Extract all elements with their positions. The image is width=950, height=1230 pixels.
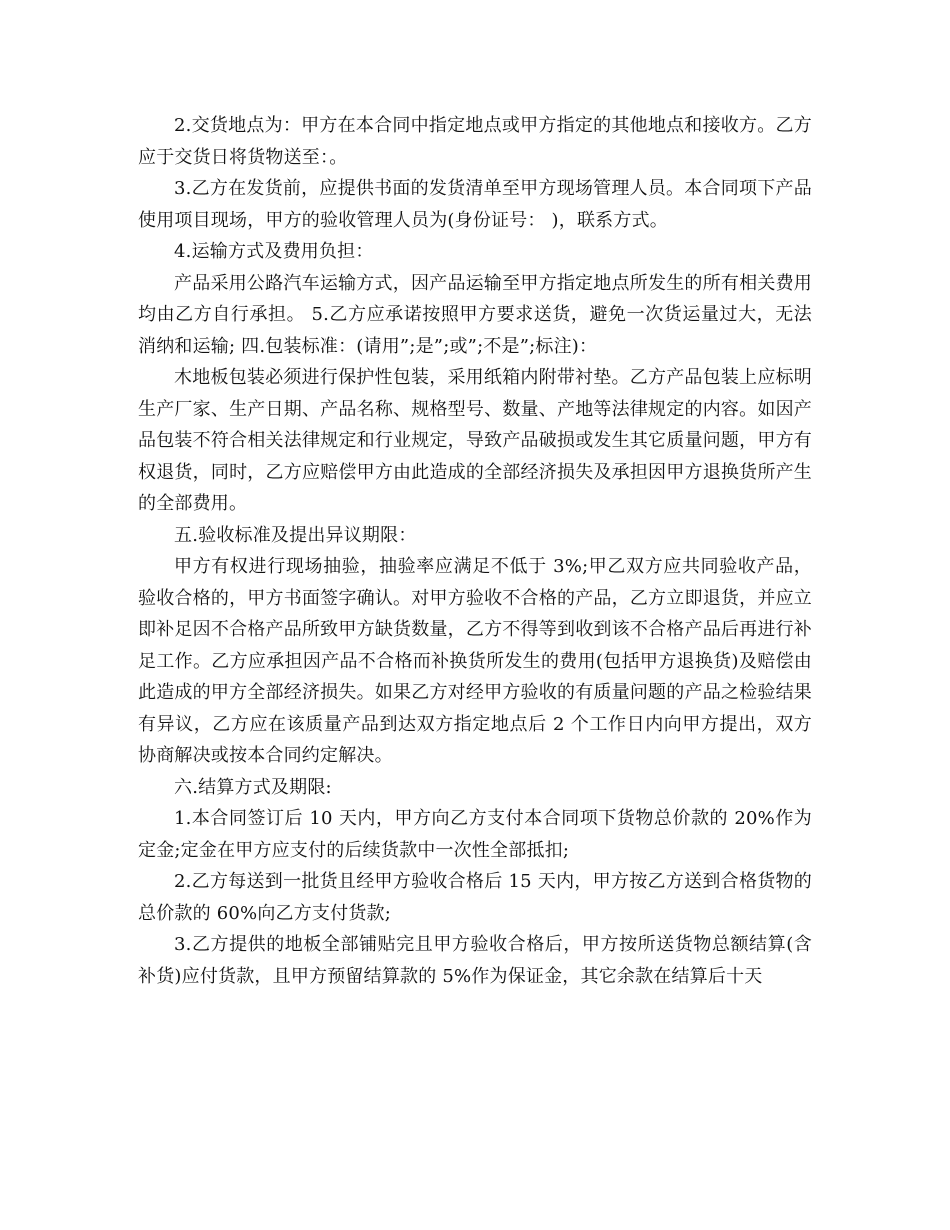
paragraph-acceptance-heading: 五.验收标准及提出异议期限： [174,524,417,546]
paragraph-shipping-list: 3.乙方在发货前，应提供书面的发货清单至甲方现场管理人员。本合同项下产品使用项目现场，甲方的验收管理人员为(身份证号： )，联系方式。 [138,178,812,231]
paragraph-delivery-location: 2.交货地点为：甲方在本合同中指定地点或甲方指定的其他地点和接收方。乙方应于交货日将货物送至：。 [138,115,812,168]
paragraph-settlement-heading: 六.结算方式及期限: [174,776,332,798]
paragraph-settlement-final: 3.乙方提供的地板全部铺贴完且甲方验收合格后，甲方按所送货物总额结算(含补货)应付货款，且甲方预留结算款的 5%作为保证金，其它余款在结算后十天 [138,934,812,987]
document-body [138,110,812,992]
paragraph-transport-heading: 4.运输方式及费用负担： [174,241,374,262]
paragraph-settlement-deposit: 1.本合同签订后 10 天内，甲方向乙方支付本合同项下货物总价款的 20%作为定金;定金在甲方应支付的后续货款中一次性全部抵扣; [138,808,812,861]
paragraph-settlement-batch: 2.乙方每送到一批货且经甲方验收合格后 15 天内，甲方按乙方送到合格货物的总价款的 60%向乙方支付货款; [138,871,812,924]
paragraph-packaging: 木地板包装必须进行保护性包装，采用纸箱内附带衬垫。乙方产品包装上应标明生产厂家、生产日期、产品名称、规格型号、数量、产地等法律规定的内容。如因产品包装不符合相关法律规定和行业规定，导致产品破损或发生其它质量问题，甲方有权退货，同时，乙方应赔偿甲方由此造成的全部经济损失及承担因甲方退换货所产生的全部费用。 [138,367,812,514]
paragraph-transport-terms: 产品采用公路汽车运输方式，因产品运输至甲方指定地点所发生的所有相关费用均由乙方自行承担。 5.乙方应承诺按照甲方要求送货，避免一次货运量过大，无法消纳和运输; 四.包装标准：(请用”;是”;或”;不是”;标注)： [138,272,812,357]
paragraph-acceptance-terms: 甲方有权进行现场抽验，抽验率应满足不低于 3%;甲乙双方应共同验收产品，验收合格的，甲方书面签字确认。对甲方验收不合格的产品，乙方立即退货，并应立即补足因不合格产品所致甲方缺货数量，乙方不得等到收到该不合格产品后再进行补足工作。乙方应承担因产品不合格而补换货所发生的费用(包括甲方退换货)及赔偿由此造成的甲方全部经济损失。如果乙方对经甲方验收的有质量问题的产品之检验结果有异议，乙方应在该质量产品到达双方指定地点后 2 个工作日内向甲方提出，双方协商解决或按本合同约定解决。 [138,556,812,766]
